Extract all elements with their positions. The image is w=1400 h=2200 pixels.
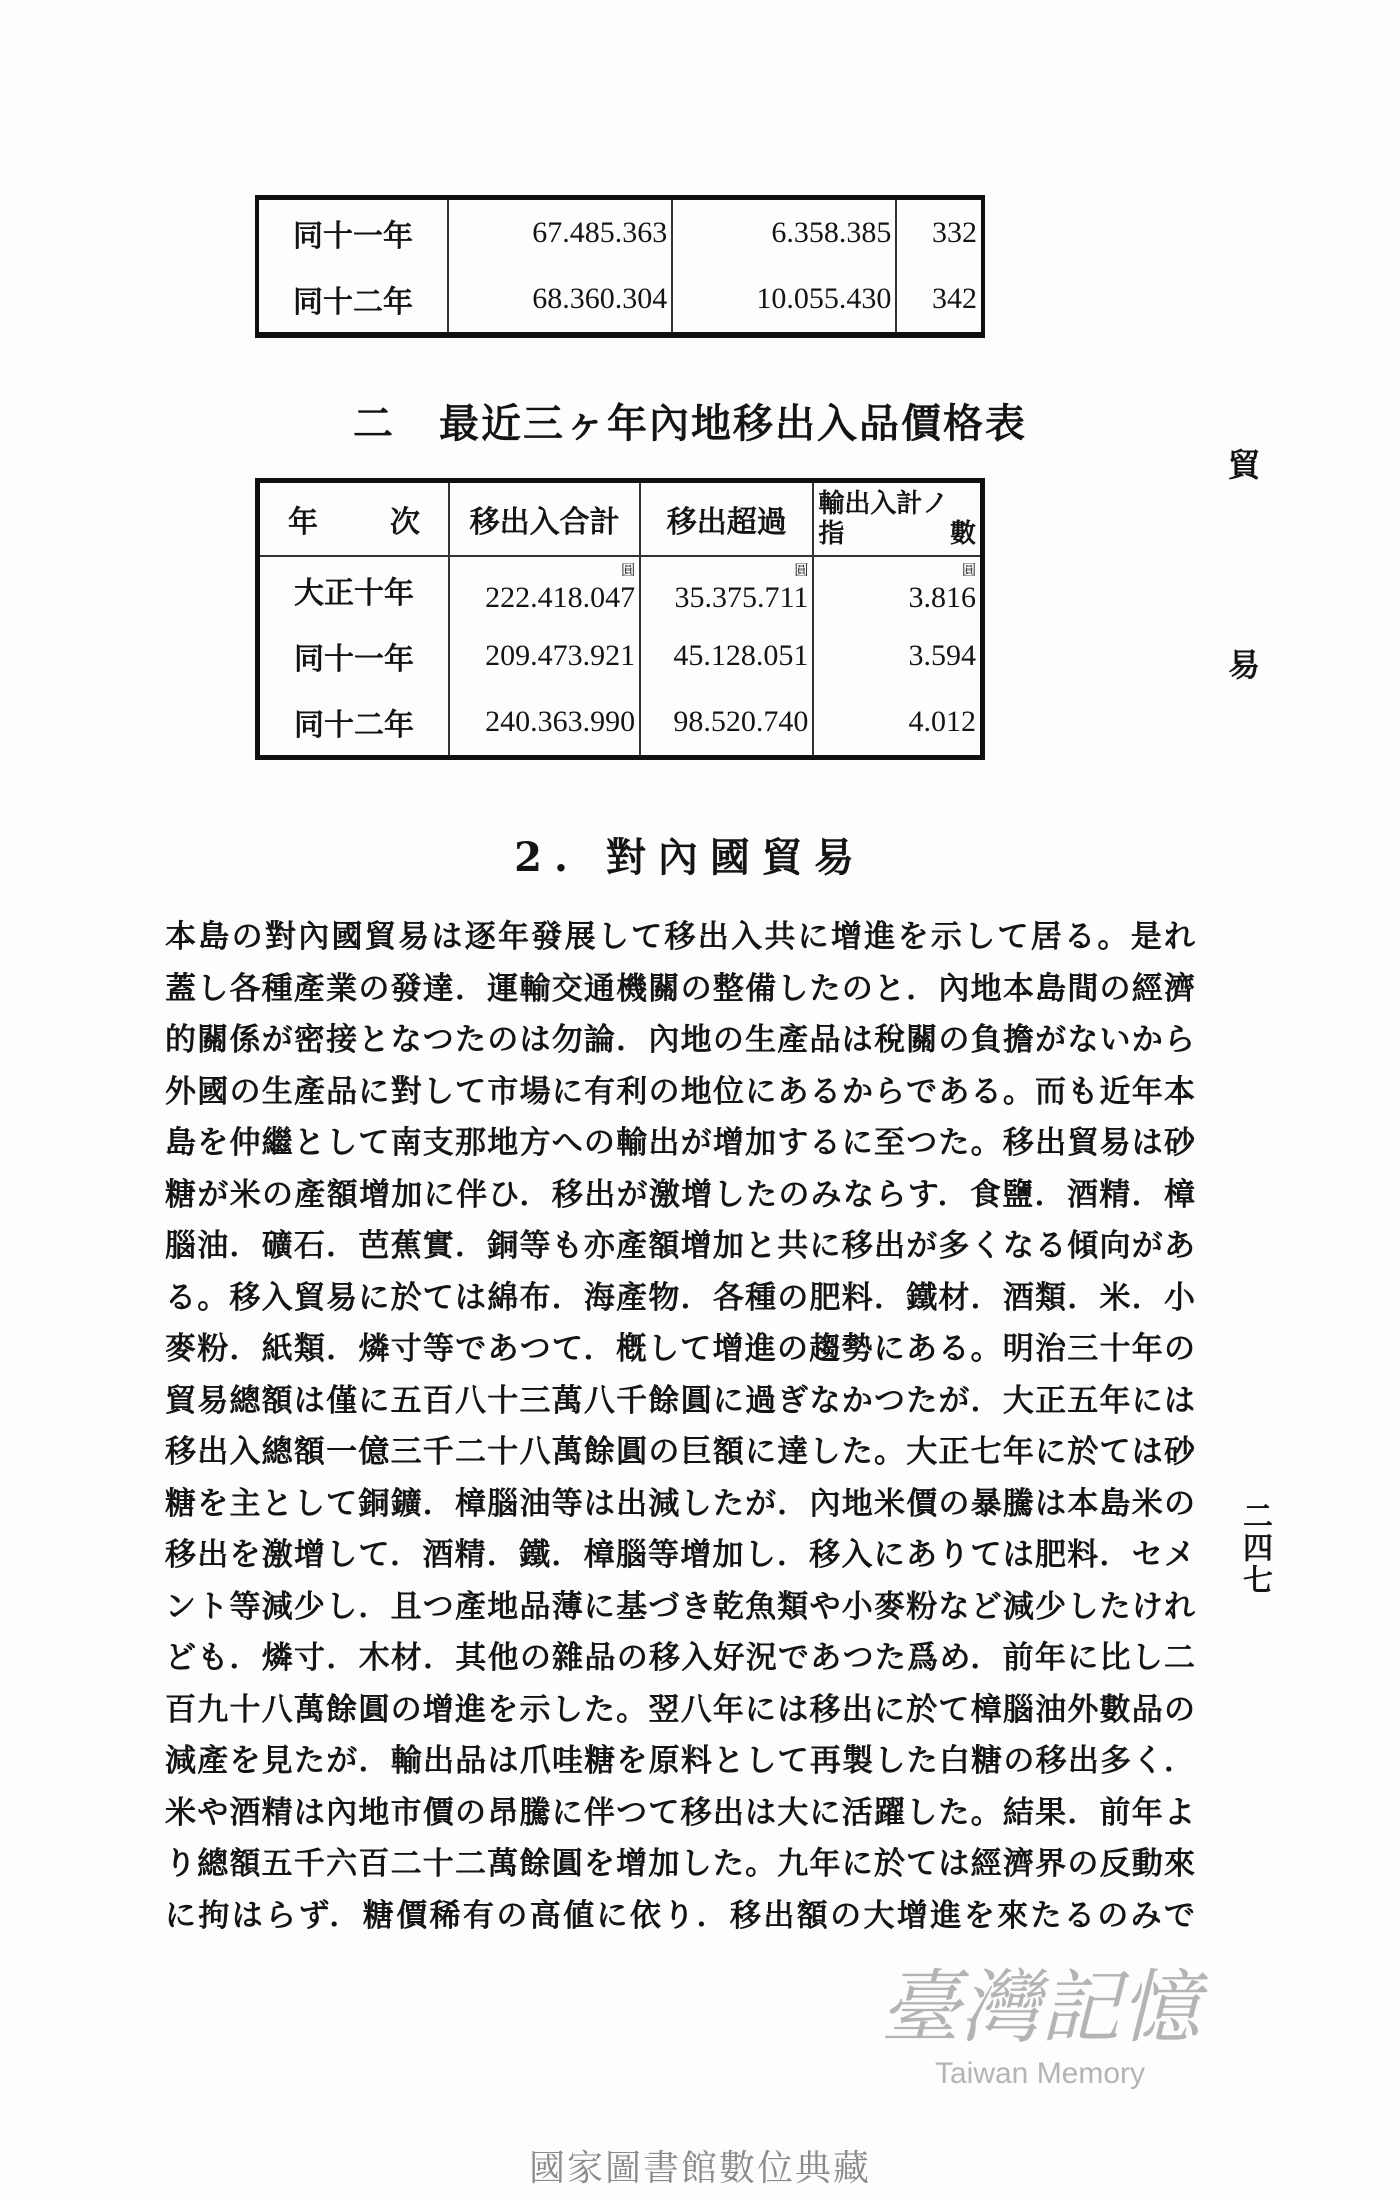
unit-label: 圓 [794,564,809,579]
page-number: 二四七 [1237,1500,1272,1596]
total-cell: 240.363.990 [449,689,640,758]
margin-running-head: 貿 [1228,446,1261,484]
body-line: 減產を見たが．輸出品は爪哇糖を原料として再製した白糖の移出多く． [165,1743,1195,1779]
header-total: 移出入合計 [449,481,640,557]
value-cell: 67.485.363 [448,198,672,267]
header-index-c: 數 [949,519,976,549]
year-cell: 同十二年 [293,285,413,320]
body-line: ント等減少し．且つ產地品薄に基づき乾魚類や小麥粉など減少したけれ [165,1588,1195,1625]
value-cell: 10.055.430 [672,266,896,335]
body-line: 百九十八萬餘圓の增進を示した。翌八年には移出に於て樟腦油外數品の [165,1691,1195,1728]
body-line: 島を仲繼として南支那地方への輸出が增加するに至つた。移出貿易は砂 [165,1125,1195,1161]
index-value: 3.816 [908,581,976,614]
total-value: 222.418.047 [485,581,636,614]
value-cell: 342 [896,266,983,335]
body-line: 腦油．礦石．芭蕉實．銅等も亦產額增加と共に移出が多くなる傾向があ [165,1228,1195,1264]
header-index-b: 指 [818,519,845,549]
body-line: る。移入貿易に於ては綿布．海產物．各種の肥料．鐵材．酒類．米．小 [165,1279,1195,1316]
table-row [257,198,983,267]
previous-table-continuation [255,195,985,338]
body-line: ども．燐寸．木材．其他の雜品の移入好況であつた爲め．前年に比し二 [165,1640,1195,1676]
watermark-chinese: 臺灣記憶 [880,1961,1200,2054]
table-row [257,266,983,335]
unit-label: 圓 [621,564,636,579]
excess-cell [640,556,813,623]
body-line: 貿易總額は僅に五百八十三萬八千餘圓に過ぎなかつたが．大正五年には [165,1382,1195,1419]
heading-title: 最近三ヶ年內地移出入品價格表 [439,400,1027,447]
header-index-a: 輸出入計ノ [818,489,949,519]
total-cell [449,556,640,623]
value-cell: 6.358.385 [672,198,896,267]
index-cell: 4.012 [813,689,982,758]
body-line: 蓋し各種產業の發達．運輸交通機關の整備したのと．內地本島間の經濟 [165,970,1195,1007]
header-excess: 移出超過 [640,481,813,557]
year-cell: 同十二年 [294,708,414,743]
value-cell: 68.360.304 [448,266,672,335]
excess-cell: 98.520.740 [640,689,813,758]
header-year-a: 年 [288,505,318,540]
footer-credit: 國家圖書館數位典藏 [528,2148,871,2189]
excess-value: 35.375.711 [674,581,809,614]
index-cell [813,556,982,623]
index-cell: 3.594 [813,623,982,689]
unit-label: 圓 [962,564,976,579]
body-line: 糖を主として銅鑛．樟腦油等は出減したが．內地米價の暴騰は本島米の [165,1485,1195,1522]
header-year [258,481,450,557]
body-line: 麥粉．紙類．燐寸等であつて．槪して增進の趨勢にある。明治三十年の [165,1331,1195,1367]
body-line: 的關係が密接となつたのは勿論．內地の生產品は稅關の負擔がないから [165,1022,1195,1058]
watermark-logo [880,1960,1200,2092]
body-paragraph [165,912,1195,1942]
table-heading [0,392,1380,449]
body-line: 外國の生產品に對して市場に有利の地位にあるからである。而も近年本 [165,1073,1195,1110]
total-cell: 209.473.921 [449,623,640,689]
body-line: に拘はらず．糖價稀有の高値に依り．移出額の大增進を來たるのみで [165,1897,1195,1934]
table-header-row [258,481,983,557]
body-line: 米や酒精は內地市價の昂騰に伴つて移出は大に活躍した。結果．前年よ [165,1794,1195,1831]
header-index [813,481,982,557]
excess-cell: 45.128.051 [640,623,813,689]
body-line: 移出を激增して．酒精．鐵．樟腦等增加し．移入にありては肥料．セメ [165,1537,1195,1573]
header-year-b: 次 [390,505,420,540]
body-line: 移出入總額一億三千二十八萬餘圓の巨額に達した。大正七年に於ては砂 [165,1434,1195,1470]
value-cell: 332 [896,198,983,267]
body-line: 本島の對內國貿易は逐年發展して移出入共に增進を示して居る。是れ [165,919,1195,955]
year-cell: 同十一年 [293,219,413,254]
section-title: 2. 對內國貿易 [514,834,866,881]
year-cell: 同十一年 [294,642,414,677]
table-row [258,556,983,623]
heading-ordinal: 二 [353,400,395,447]
table-row [258,689,983,758]
body-line: り總額五千六百二十二萬餘圓を增加した。九年に於ては經濟界の反動來 [165,1846,1195,1882]
body-line: 糖が米の產額增加に伴ひ．移出が激增したのみならす．食鹽．酒精．樟 [165,1176,1195,1213]
watermark-english: Taiwan Memory [934,2057,1146,2090]
margin-running-head: 易 [1228,646,1261,684]
year-cell: 大正十年 [294,576,414,611]
table-row [258,623,983,689]
price-table [255,478,985,760]
